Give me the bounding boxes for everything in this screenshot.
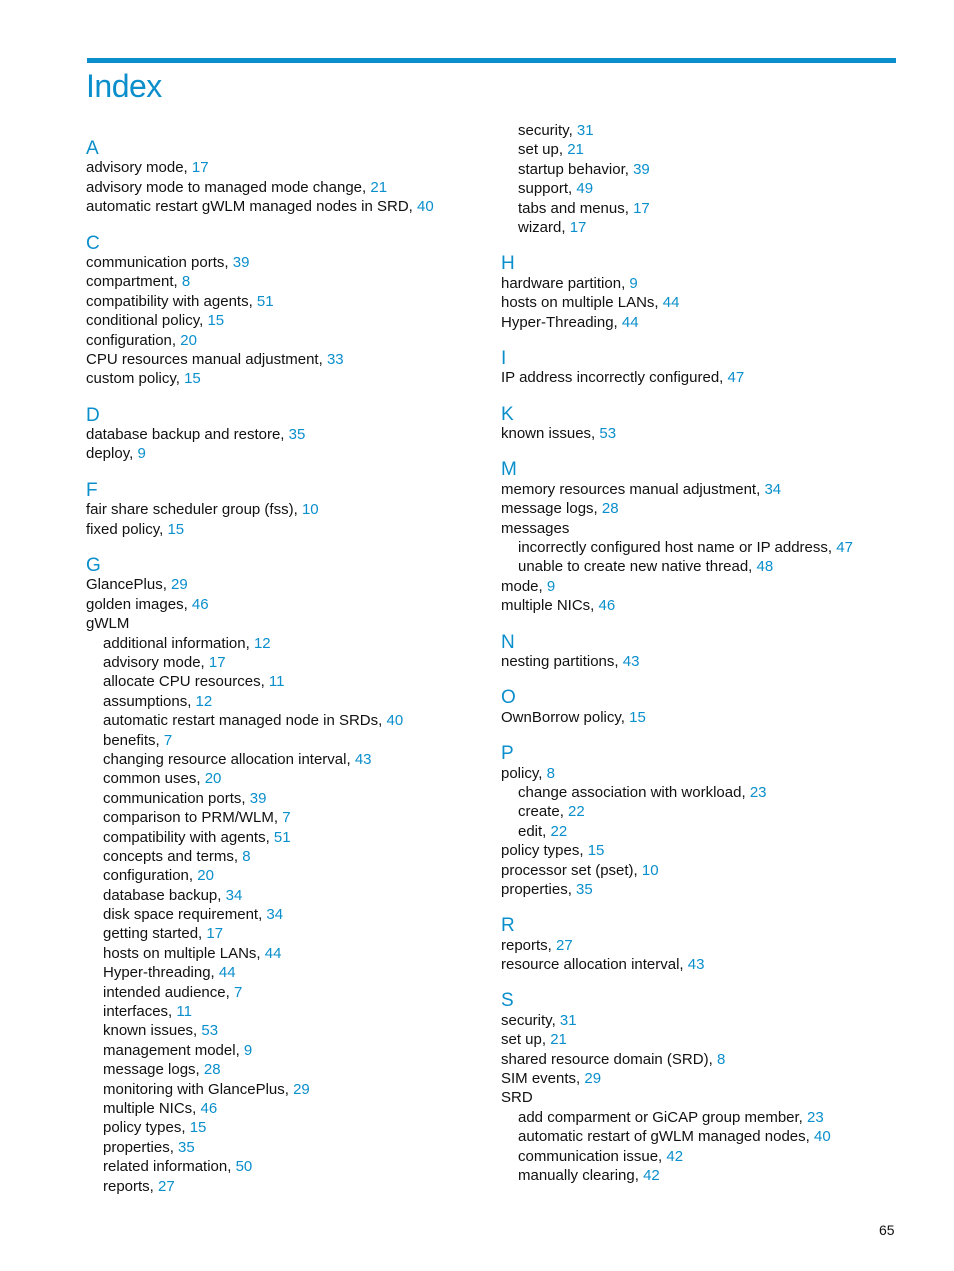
- page-number: 65: [879, 1222, 895, 1238]
- index-entry: [501, 955, 901, 974]
- index-subentry: [501, 538, 901, 557]
- page-link[interactable]: 42: [666, 1147, 684, 1165]
- index-column-left: [86, 121, 486, 1196]
- index-letter-heading: N: [501, 631, 515, 653]
- page-link[interactable]: 12: [195, 692, 213, 710]
- index-subentry: [501, 783, 901, 802]
- index-term: messages: [501, 519, 570, 537]
- index-entry: [86, 253, 486, 272]
- index-letter-heading: H: [501, 253, 515, 275]
- index-term: conditional policy,: [86, 312, 204, 330]
- index-term: additional information,: [103, 634, 250, 652]
- page-link[interactable]: 21: [370, 178, 388, 196]
- index-entry: [501, 764, 901, 783]
- page-link[interactable]: 22: [568, 803, 585, 821]
- page-link[interactable]: 17: [206, 925, 224, 943]
- page-link[interactable]: 46: [191, 595, 209, 613]
- index-entry: [501, 596, 901, 615]
- page-link[interactable]: 22: [550, 822, 568, 840]
- index-term: OwnBorrow policy,: [501, 708, 625, 726]
- index-term: incorrectly configured host name or IP address,: [518, 539, 833, 557]
- index-term: policy types,: [501, 842, 584, 860]
- index-entry: [501, 1030, 901, 1049]
- index-entry: [86, 614, 486, 633]
- page-link[interactable]: 20: [180, 331, 197, 349]
- page-link[interactable]: 49: [576, 180, 594, 198]
- index-entry: [501, 841, 901, 860]
- index-term: common uses,: [103, 770, 201, 788]
- index-entry: [86, 350, 486, 369]
- page-link[interactable]: 40: [417, 198, 434, 216]
- index-entry: [86, 272, 486, 291]
- index-subentry: [86, 1157, 486, 1176]
- index-entry: [86, 292, 486, 311]
- page-link[interactable]: 23: [749, 783, 767, 801]
- index-term: fixed policy,: [86, 520, 164, 538]
- index-term: nesting partitions,: [501, 652, 619, 670]
- index-subentry: [86, 866, 486, 885]
- index-entry: [501, 861, 901, 880]
- page-link[interactable]: 44: [264, 944, 282, 962]
- index-subentry: [86, 905, 486, 924]
- index-term: getting started,: [103, 925, 203, 943]
- index-entry: [501, 480, 901, 499]
- index-subentry: [501, 822, 901, 841]
- index-subentry: [86, 1041, 486, 1060]
- page-link[interactable]: 15: [167, 520, 185, 538]
- index-term: SIM events,: [501, 1070, 581, 1088]
- page-link[interactable]: 35: [178, 1138, 195, 1156]
- page-link[interactable]: 31: [559, 1011, 577, 1029]
- index-term: CPU resources manual adjustment,: [86, 350, 323, 368]
- index-entry: [501, 424, 901, 443]
- page-link[interactable]: 10: [641, 861, 659, 879]
- page-link[interactable]: 33: [326, 350, 344, 368]
- page-link[interactable]: 8: [181, 273, 191, 291]
- index-letter-heading: R: [501, 915, 515, 937]
- index-letter-heading: F: [86, 479, 98, 501]
- index-term: compatibility with agents,: [86, 292, 253, 310]
- index-subentry: [86, 847, 486, 866]
- page-link[interactable]: 53: [201, 1022, 219, 1040]
- title-rule: [87, 58, 896, 63]
- page-link[interactable]: 51: [256, 292, 274, 310]
- index-term: comparison to PRM/WLM,: [103, 809, 279, 827]
- index-term: automatic restart of gWLM managed nodes,: [518, 1128, 810, 1146]
- index-subentry: [501, 140, 901, 159]
- index-subentry: [501, 802, 901, 821]
- index-term: fair share scheduler group (fss),: [86, 501, 298, 519]
- index-subentry: [86, 828, 486, 847]
- index-term: hardware partition,: [501, 274, 626, 292]
- index-subentry: [501, 179, 901, 198]
- page-link[interactable]: 17: [208, 653, 226, 671]
- index-term: advisory mode,: [86, 159, 188, 177]
- index-subentry: [86, 653, 486, 672]
- page-link[interactable]: 20: [204, 770, 222, 788]
- page-link[interactable]: 27: [158, 1177, 175, 1195]
- index-subentry: [501, 160, 901, 179]
- index-term: SRD: [501, 1089, 533, 1107]
- index-term: Hyper-threading,: [103, 964, 215, 982]
- index-entry: [501, 880, 901, 899]
- index-subentry: [501, 1127, 901, 1146]
- page-link[interactable]: 29: [293, 1080, 310, 1098]
- index-term: compatibility with agents,: [103, 828, 270, 846]
- index-term: hosts on multiple LANs,: [103, 944, 261, 962]
- page-link[interactable]: 51: [273, 828, 291, 846]
- index-subentry: [86, 886, 486, 905]
- page-link[interactable]: 15: [587, 842, 605, 860]
- index-subentry: [501, 1166, 901, 1185]
- page-link[interactable]: 21: [550, 1031, 567, 1049]
- index-entry: [501, 708, 901, 727]
- index-term: change association with workload,: [518, 783, 746, 801]
- index-subentry: [501, 557, 901, 576]
- index-term: Hyper-Threading,: [501, 313, 618, 331]
- index-letter-heading: M: [501, 459, 517, 481]
- page-link[interactable]: 9: [243, 1041, 253, 1059]
- page-link[interactable]: 29: [171, 576, 188, 594]
- page-link[interactable]: 34: [764, 480, 782, 498]
- page-link[interactable]: 47: [727, 369, 745, 387]
- index-entry: [501, 652, 901, 671]
- index-term: GlancePlus,: [86, 576, 167, 594]
- index-term: automatic restart managed node in SRDs,: [103, 712, 383, 730]
- page-link[interactable]: 21: [567, 141, 584, 159]
- index-entry: [501, 577, 901, 596]
- page-link[interactable]: 43: [687, 956, 705, 974]
- page-link[interactable]: 23: [807, 1108, 824, 1126]
- index-term: intended audience,: [103, 983, 230, 1001]
- page-link[interactable]: 44: [662, 294, 680, 312]
- index-subentry: [86, 1177, 486, 1196]
- index-term: message logs,: [103, 1061, 200, 1079]
- index-subentry: [86, 1118, 486, 1137]
- index-term: add comparment or GiCAP group member,: [518, 1108, 803, 1126]
- index-term: related information,: [103, 1158, 232, 1176]
- index-term: management model,: [103, 1041, 240, 1059]
- index-entry: [501, 1069, 901, 1088]
- index-term: policy,: [501, 764, 543, 782]
- index-entry: [501, 368, 901, 387]
- page-link[interactable]: 12: [253, 634, 271, 652]
- index-entry: [86, 158, 486, 177]
- page-link[interactable]: 17: [633, 199, 650, 217]
- index-entry: [86, 197, 486, 216]
- index-subentry: [86, 1138, 486, 1157]
- index-term: security,: [518, 122, 573, 139]
- index-term: configuration,: [103, 867, 194, 885]
- page-link[interactable]: 7: [282, 809, 291, 827]
- index-subentry: [501, 199, 901, 218]
- index-term: properties,: [103, 1138, 174, 1156]
- page-link[interactable]: 15: [189, 1119, 207, 1137]
- index-subentry: [86, 634, 486, 653]
- index-term: startup behavior,: [518, 160, 629, 178]
- page-link[interactable]: 39: [232, 253, 250, 271]
- index-term: advisory mode to managed mode change,: [86, 178, 367, 196]
- index-term: concepts and terms,: [103, 847, 239, 865]
- page-link[interactable]: 39: [249, 789, 267, 807]
- index-term: wizard,: [518, 218, 566, 236]
- page-link[interactable]: 11: [268, 673, 285, 691]
- index-term: changing resource allocation interval,: [103, 750, 351, 768]
- index-term: processor set (pset),: [501, 861, 638, 879]
- page-link[interactable]: 34: [225, 886, 243, 904]
- index-subentry: [86, 711, 486, 730]
- page-link[interactable]: 17: [569, 218, 587, 236]
- index-term: hosts on multiple LANs,: [501, 294, 659, 312]
- index-term: gWLM: [86, 615, 130, 633]
- index-entry: [86, 500, 486, 519]
- page-link[interactable]: 20: [197, 867, 214, 885]
- page-link[interactable]: 48: [756, 558, 774, 576]
- index-term: communication ports,: [86, 253, 229, 271]
- index-letter-heading: O: [501, 687, 516, 709]
- index-term: policy types,: [103, 1119, 186, 1137]
- page-link[interactable]: 7: [163, 731, 173, 749]
- index-term: shared resource domain (SRD),: [501, 1050, 713, 1068]
- index-subentry: [86, 924, 486, 943]
- index-subentry: [86, 1002, 486, 1021]
- index-letter-heading: K: [501, 403, 514, 425]
- page-link[interactable]: 7: [233, 983, 243, 1001]
- index-subentry: [501, 1108, 901, 1127]
- page-link[interactable]: 27: [556, 936, 573, 954]
- page-link[interactable]: 15: [207, 312, 225, 330]
- index-term: deploy,: [86, 445, 134, 463]
- index-subentry: [501, 218, 901, 237]
- index-term: advisory mode,: [103, 653, 205, 671]
- index-subentry: [86, 808, 486, 827]
- index-letter-heading: P: [501, 743, 514, 765]
- page-link[interactable]: 42: [643, 1166, 660, 1184]
- index-entry: [501, 1050, 901, 1069]
- index-entry: [501, 293, 901, 312]
- index-term: security,: [501, 1011, 556, 1029]
- index-term: database backup,: [103, 886, 222, 904]
- index-letter-heading: D: [86, 404, 100, 426]
- page-link[interactable]: 39: [633, 160, 650, 178]
- index-term: configuration,: [86, 331, 177, 349]
- index-term: automatic restart gWLM managed nodes in SRD,: [86, 198, 413, 216]
- index-entry: [86, 369, 486, 388]
- page-link[interactable]: 53: [599, 425, 617, 443]
- index-subentry: [86, 1060, 486, 1079]
- index-term: golden images,: [86, 595, 188, 613]
- index-term: mode,: [501, 577, 543, 595]
- page-link[interactable]: 47: [836, 539, 853, 557]
- index-entry: [501, 313, 901, 332]
- index-term: custom policy,: [86, 370, 180, 388]
- page-link[interactable]: 29: [584, 1070, 602, 1088]
- index-entry: [501, 1088, 901, 1107]
- index-term: set up,: [501, 1031, 547, 1049]
- index-term: known issues,: [103, 1022, 198, 1040]
- index-term: reports,: [103, 1177, 154, 1195]
- index-subentry: [86, 944, 486, 963]
- page-link[interactable]: 8: [716, 1050, 726, 1068]
- index-entry: [86, 575, 486, 594]
- page-link[interactable]: 10: [301, 501, 319, 519]
- page-link[interactable]: 46: [200, 1099, 218, 1117]
- index-term: monitoring with GlancePlus,: [103, 1080, 289, 1098]
- page-link[interactable]: 28: [601, 500, 619, 518]
- index-column-right: [501, 121, 901, 1185]
- index-term: message logs,: [501, 500, 598, 518]
- index-term: edit,: [518, 822, 547, 840]
- index-term: IP address incorrectly configured,: [501, 369, 724, 387]
- index-term: reports,: [501, 936, 552, 954]
- page-link[interactable]: 44: [218, 964, 236, 982]
- page-link[interactable]: 44: [621, 313, 639, 331]
- page-link[interactable]: 43: [622, 652, 640, 670]
- index-subentry: [86, 1021, 486, 1040]
- index-subentry: [86, 769, 486, 788]
- index-entry: [86, 425, 486, 444]
- index-subentry: [86, 731, 486, 750]
- index-term: multiple NICs,: [501, 597, 595, 615]
- index-term: allocate CPU resources,: [103, 673, 265, 691]
- index-entry: [86, 444, 486, 463]
- index-subentry: [501, 1147, 901, 1166]
- index-entry: [501, 519, 901, 538]
- index-term: benefits,: [103, 731, 160, 749]
- index-term: communication ports,: [103, 789, 246, 807]
- page-link[interactable]: 9: [629, 274, 638, 292]
- index-term: resource allocation interval,: [501, 956, 684, 974]
- index-subentry: [86, 692, 486, 711]
- index-term: support,: [518, 180, 573, 198]
- index-letter-heading: G: [86, 555, 101, 577]
- index-entry: [86, 331, 486, 350]
- index-entry: [86, 311, 486, 330]
- index-term: interfaces,: [103, 1003, 173, 1021]
- index-term: known issues,: [501, 425, 596, 443]
- index-subentry: [86, 1080, 486, 1099]
- index-term: create,: [518, 803, 564, 821]
- page-link[interactable]: 34: [266, 906, 284, 924]
- page-link[interactable]: 40: [386, 712, 404, 730]
- index-entry: [86, 520, 486, 539]
- page-link[interactable]: 15: [629, 708, 646, 726]
- index-term: manually clearing,: [518, 1166, 639, 1184]
- page-link[interactable]: 8: [242, 847, 251, 865]
- index-entry: [86, 178, 486, 197]
- index-letter-heading: A: [86, 138, 99, 159]
- index-term: disk space requirement,: [103, 906, 263, 924]
- page-link[interactable]: 11: [176, 1003, 192, 1021]
- index-letter-heading: I: [501, 347, 507, 369]
- page-link[interactable]: 35: [288, 426, 306, 444]
- index-term: communication issue,: [518, 1147, 663, 1165]
- index-term: assumptions,: [103, 692, 192, 710]
- index-term: compartment,: [86, 273, 178, 291]
- page-link[interactable]: 50: [235, 1158, 253, 1176]
- index-subentry: [86, 750, 486, 769]
- page-link[interactable]: 43: [354, 750, 372, 768]
- index-entry: [501, 1011, 901, 1030]
- page-link[interactable]: 35: [576, 880, 593, 898]
- page-link[interactable]: 31: [576, 122, 594, 139]
- index-entry: [86, 595, 486, 614]
- index-subentry: [86, 983, 486, 1002]
- page-link[interactable]: 9: [137, 445, 146, 463]
- page-link[interactable]: 40: [813, 1128, 831, 1146]
- index-term: memory resources manual adjustment,: [501, 480, 761, 498]
- index-subentry: [86, 963, 486, 982]
- index-term: database backup and restore,: [86, 426, 285, 444]
- index-term: unable to create new native thread,: [518, 558, 753, 576]
- index-term: set up,: [518, 141, 564, 159]
- index-subentry: [86, 672, 486, 691]
- index-entry: [501, 274, 901, 293]
- index-letter-heading: C: [86, 232, 100, 254]
- index-term: tabs and menus,: [518, 199, 629, 217]
- page-link[interactable]: 8: [546, 764, 555, 782]
- page-link[interactable]: 17: [191, 159, 209, 177]
- page-link[interactable]: 46: [598, 597, 616, 615]
- page-link[interactable]: 28: [203, 1061, 221, 1079]
- page-link[interactable]: 9: [546, 577, 556, 595]
- index-entry: [501, 499, 901, 518]
- index-subentry: [86, 1099, 486, 1118]
- index-term: properties,: [501, 880, 572, 898]
- index-entry: [501, 936, 901, 955]
- index-letter-heading: S: [501, 990, 514, 1012]
- page-title: Index: [86, 68, 162, 104]
- index-subentry: [501, 121, 901, 140]
- page-link[interactable]: 15: [184, 370, 201, 388]
- index-term: multiple NICs,: [103, 1099, 197, 1117]
- index-subentry: [86, 789, 486, 808]
